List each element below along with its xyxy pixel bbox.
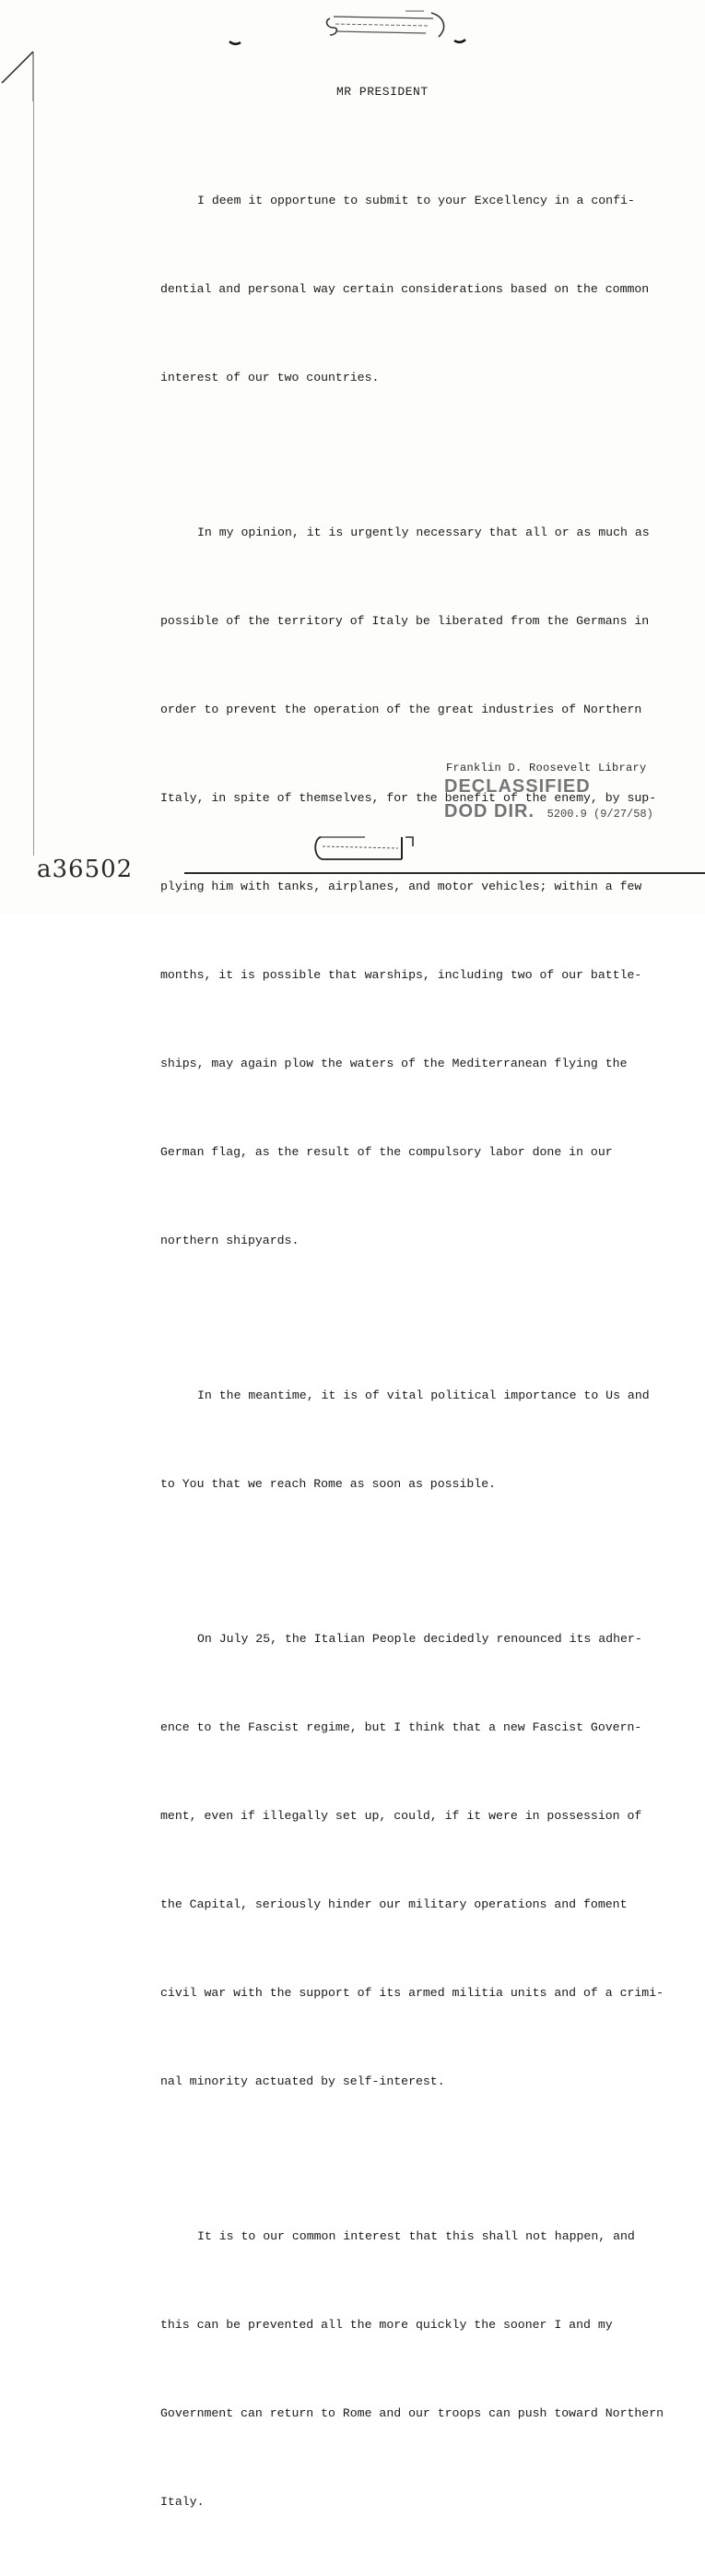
stamp-tick-mark (229, 41, 241, 46)
text-line: interest of our two countries. (160, 371, 380, 384)
declassified-stamp: DECLASSIFIED (444, 776, 591, 797)
security-classification-stamp (323, 7, 452, 41)
paragraph (160, 2163, 664, 2576)
binding-edge-line (33, 53, 34, 856)
dod-directive-stamp (444, 801, 653, 822)
text-line: civil war with the support of its armed militia units and of a crimi- (160, 1986, 664, 2000)
text-line: On July 25, the Italian People decidedly renounced its adher- (197, 1632, 642, 1646)
paragraph (160, 1566, 664, 2156)
text-line: this can be prevented all the more quickly the sooner I and my (160, 2318, 613, 2332)
text-line: possible of the territory of Italy be liberated from the Germans in (160, 614, 650, 628)
dod-directive-code: DOD DIR. (444, 801, 535, 821)
library-stamp: Franklin D. Roosevelt Library (446, 762, 647, 774)
text-line: dential and personal way certain considerations based on the common (160, 282, 650, 296)
text-line: It is to our common interest that this shall not happen, and (197, 2229, 635, 2243)
salutation: MR PRESIDENT (336, 85, 429, 99)
text-line: nal minority actuated by self-interest. (160, 2074, 445, 2088)
text-line: I deem it opportune to submit to your Excellency in a confi- (197, 194, 635, 207)
text-line: order to prevent the operation of the great industries of Northern (160, 703, 642, 716)
text-line: northern shipyards. (160, 1234, 300, 1247)
text-line: plying him with tanks, airplanes, and motor vehicles; within a few (160, 880, 642, 893)
text-line: In the meantime, it is of vital political importance to Us and (197, 1388, 650, 1402)
paragraph (160, 1322, 650, 1558)
text-line: ships, may again plow the waters of the Mediterranean flying the (160, 1057, 628, 1070)
text-line: Italy. (160, 2495, 205, 2509)
text-line: Italy, in spite of themselves, for the benefit of the enemy, by sup- (160, 791, 657, 805)
text-line: the Capital, seriously hinder our military operations and foment (160, 1897, 628, 1911)
paragraph (160, 459, 657, 1315)
paragraph (160, 127, 650, 452)
handwritten-document-number: a36502 (37, 856, 134, 883)
bottom-classification-stamp (310, 832, 420, 865)
binding-edge-mark (0, 46, 37, 101)
text-line: months, it is possible that warships, including two of our battle- (160, 968, 642, 982)
stamp-tick-mark (453, 39, 466, 44)
text-line: to You that we reach Rome as soon as possible. (160, 1477, 497, 1491)
bottom-rule-line (184, 872, 705, 874)
text-line: German flag, as the result of the compulsory labor done in our (160, 1145, 613, 1159)
text-line: Government can return to Rome and our troops can push toward Northern (160, 2406, 664, 2420)
letter-body (160, 127, 664, 2576)
text-line: In my opinion, it is urgently necessary that all or as much as (197, 526, 650, 539)
text-line: ence to the Fascist regime, but I think that a new Fascist Govern- (160, 1720, 642, 1734)
text-line: ment, even if illegally set up, could, if it were in possession of (160, 1809, 642, 1823)
dod-directive-reference: 5200.9 (9/27/58) (546, 808, 653, 821)
